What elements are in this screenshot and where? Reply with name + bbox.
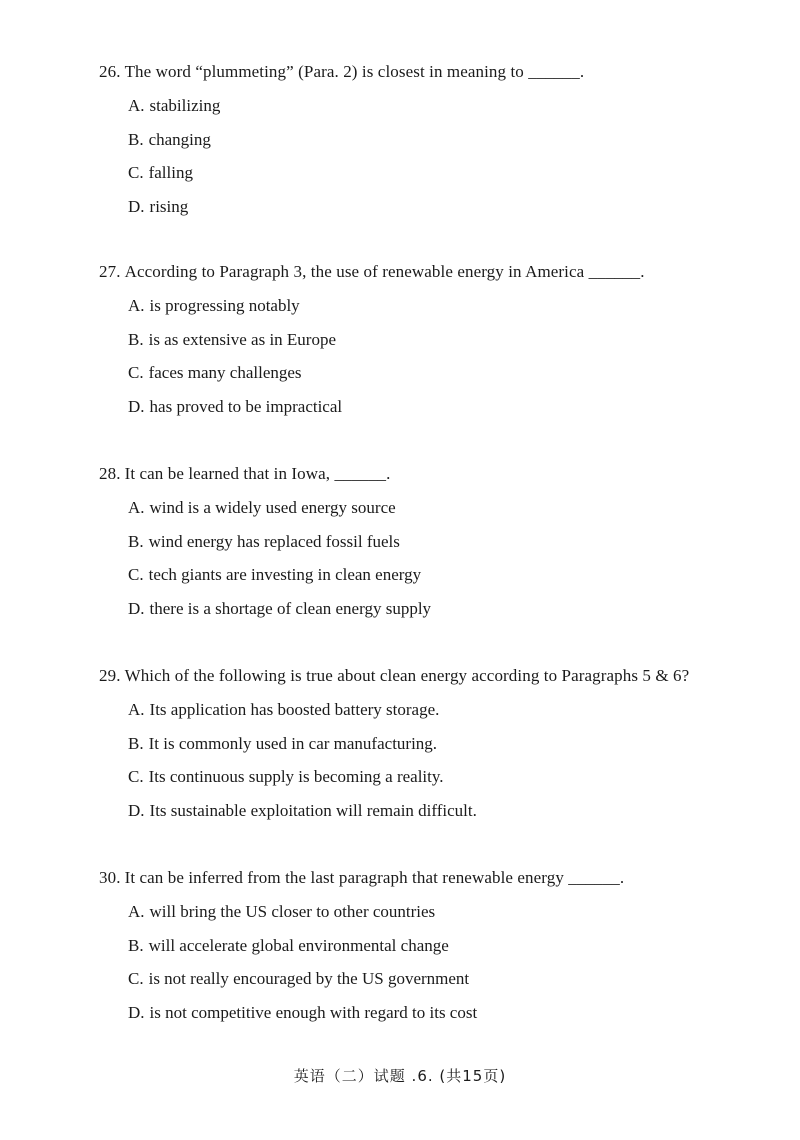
- question-number: 30.: [99, 868, 121, 887]
- option-text: falling: [148, 163, 193, 183]
- question-text: According to Paragraph 3, the use of renewable energy in America ______.: [124, 262, 645, 281]
- page-footer: 英语（二）试题 .6. (共15页): [293, 1067, 507, 1085]
- option-text: stabilizing: [149, 96, 221, 115]
- option-b: [128, 329, 759, 351]
- question-stem: [99, 261, 759, 283]
- option-d: [128, 196, 759, 218]
- option-letter: A.: [128, 902, 145, 921]
- option-text: will bring the US closer to other countries: [149, 902, 436, 921]
- question-number: 29.: [99, 666, 121, 685]
- option-d: [128, 598, 759, 620]
- option-text: wind energy has replaced fossil fuels: [148, 531, 400, 551]
- option-letter: D.: [128, 1003, 145, 1023]
- option-letter: B.: [128, 733, 144, 753]
- option-a: [128, 901, 759, 923]
- question-text: The word “plummeting” (Para. 2) is closest in meaning to ______.: [124, 62, 585, 81]
- option-text: It is commonly used in car manufacturing.: [148, 733, 438, 753]
- option-text: Its sustainable exploitation will remain difficult.: [149, 801, 477, 821]
- option-a: [128, 699, 759, 721]
- option-b: [128, 733, 759, 755]
- option-letter: D.: [128, 599, 145, 619]
- option-letter: B.: [128, 129, 144, 149]
- option-letter: B.: [128, 531, 144, 551]
- question-stem: [99, 61, 759, 83]
- option-letter: C.: [128, 565, 144, 585]
- question-text: Which of the following is true about clean energy according to Paragraphs 5 & 6?: [124, 666, 690, 685]
- question-26: [99, 61, 759, 230]
- option-c: [128, 766, 759, 788]
- question-28: [99, 463, 759, 632]
- option-letter: B.: [128, 935, 144, 955]
- option-list: [99, 699, 759, 822]
- question-number: 28.: [99, 464, 121, 483]
- option-letter: D.: [128, 397, 145, 417]
- option-a: [128, 95, 759, 117]
- question-27: [99, 261, 759, 430]
- question-29: [99, 665, 759, 834]
- option-c: [128, 362, 759, 384]
- question-30: [99, 867, 759, 1036]
- option-d: [128, 396, 759, 418]
- question-number: 27.: [99, 262, 121, 281]
- question-text: It can be inferred from the last paragraph that renewable energy ______.: [124, 868, 625, 887]
- option-text: there is a shortage of clean energy supply: [149, 599, 432, 619]
- option-b: [128, 531, 759, 553]
- option-d: [128, 800, 759, 822]
- question-stem: [99, 463, 759, 485]
- option-c: [128, 968, 759, 990]
- option-text: is as extensive as in Europe: [148, 329, 337, 349]
- question-stem: [99, 867, 759, 889]
- option-text: is not really encouraged by the US government: [148, 969, 470, 989]
- option-letter: D.: [128, 197, 145, 217]
- option-b: [128, 129, 759, 151]
- option-text: rising: [149, 197, 189, 217]
- option-letter: A.: [128, 96, 145, 115]
- option-a: [128, 497, 759, 519]
- option-letter: C.: [128, 969, 144, 989]
- option-list: [99, 497, 759, 620]
- option-letter: B.: [128, 329, 144, 349]
- option-letter: A.: [128, 700, 145, 719]
- option-letter: C.: [128, 163, 144, 183]
- option-text: Its application has boosted battery storage.: [149, 700, 440, 719]
- option-text: Its continuous supply is becoming a reality.: [148, 767, 444, 787]
- option-text: is progressing notably: [149, 296, 300, 315]
- option-text: tech giants are investing in clean energy: [148, 565, 422, 585]
- option-list: [99, 901, 759, 1024]
- option-text: is not competitive enough with regard to its cost: [149, 1003, 478, 1023]
- option-a: [128, 295, 759, 317]
- option-d: [128, 1002, 759, 1024]
- option-text: will accelerate global environmental change: [148, 935, 449, 955]
- option-letter: A.: [128, 296, 145, 315]
- option-letter: C.: [128, 767, 144, 787]
- option-letter: D.: [128, 801, 145, 821]
- option-c: [128, 564, 759, 586]
- option-b: [128, 935, 759, 957]
- option-letter: A.: [128, 498, 145, 517]
- option-text: has proved to be impractical: [149, 397, 343, 417]
- question-number: 26.: [99, 62, 121, 81]
- option-c: [128, 162, 759, 184]
- option-text: wind is a widely used energy source: [149, 498, 396, 517]
- option-text: faces many challenges: [148, 363, 302, 383]
- option-list: [99, 295, 759, 418]
- question-text: It can be learned that in Iowa, ______.: [124, 464, 391, 483]
- question-stem: [99, 665, 759, 687]
- option-text: changing: [148, 129, 211, 149]
- option-letter: C.: [128, 363, 144, 383]
- option-list: [99, 95, 759, 218]
